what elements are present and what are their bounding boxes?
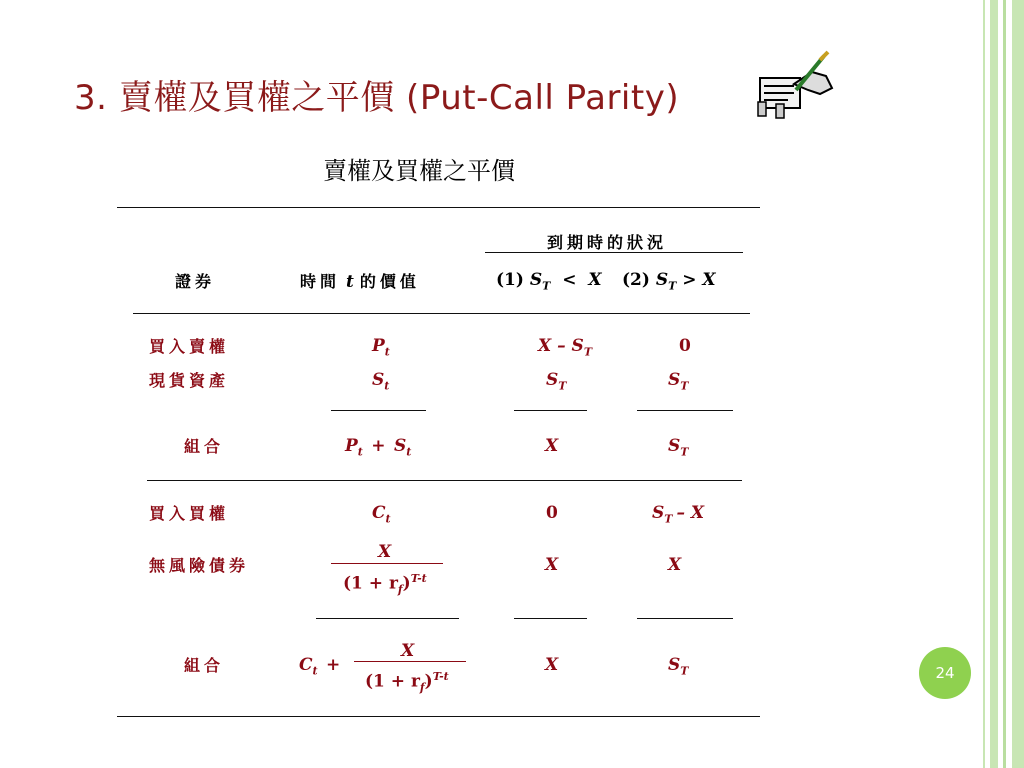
col-case1-header: (1) $S_T < X$: [496, 270, 602, 293]
cell-case1-buy-put: X – $S_T$: [538, 336, 592, 359]
cell-value-buy-put: $P_t$: [372, 336, 390, 359]
cell-case1-riskfree-bond: X: [545, 555, 559, 575]
rule-bottom: [117, 716, 760, 717]
row-label-spot-asset: 現貨資產: [149, 371, 230, 390]
cell-case1-buy-call: 0: [546, 503, 558, 523]
decor-bar: [1012, 0, 1024, 768]
rule-header: [133, 313, 750, 314]
slide-title: 3. 賣權及買權之平價 (Put-Call Parity): [74, 78, 680, 118]
subtotal-rule: [514, 410, 587, 411]
fraction-bar: [331, 563, 443, 564]
cell-value-portfolio-2: $C_t$ +: [299, 655, 341, 678]
fraction-numerator: X: [401, 641, 415, 661]
fraction-numerator: X: [378, 542, 392, 562]
cell-case2-buy-call: $S_T$ – X: [652, 503, 705, 526]
row-label-portfolio-1: 組合: [184, 437, 225, 456]
cell-value-buy-call: $C_t$: [372, 503, 391, 526]
rule-top: [117, 207, 760, 208]
col-case2-header: (2) $S_T > X$: [622, 270, 716, 293]
row-label-portfolio-2: 組合: [184, 656, 225, 675]
col-security-header: 證券: [175, 272, 216, 291]
fraction-denominator: $(1 + r_f)^{T-t}$: [343, 572, 427, 597]
subtotal-rule: [637, 410, 733, 411]
row-label-buy-call: 買入買權: [149, 504, 230, 523]
col-time-value-header: 時間 t 的價值: [300, 272, 420, 292]
cell-case1-portfolio-2: X: [545, 655, 559, 675]
subtotal-rule: [514, 618, 587, 619]
subtotal-rule: [637, 618, 733, 619]
expiry-header: 到期時的狀況: [547, 233, 668, 252]
cell-case2-portfolio-2: $S_T$: [668, 655, 689, 678]
cell-case2-portfolio-1: $S_T$: [668, 436, 689, 459]
subtotal-rule: [316, 618, 459, 619]
rule-mid: [147, 480, 742, 481]
cell-value-portfolio-1: $P_t + S_t$: [345, 436, 412, 459]
decor-bar: [1003, 0, 1006, 768]
subtotal-rule: [331, 410, 426, 411]
cell-case2-riskfree-bond: X: [668, 555, 682, 575]
cell-case2-spot-asset: $S_T$: [668, 370, 689, 393]
table-title: 賣權及買權之平價: [323, 157, 515, 185]
row-label-riskfree-bond: 無風險債券: [149, 556, 250, 575]
row-label-buy-put: 買入賣權: [149, 337, 230, 356]
fraction-denominator: $(1 + r_f)^{T-t}$: [365, 670, 449, 695]
cell-case2-buy-put: 0: [679, 336, 691, 356]
decor-bar: [983, 0, 985, 768]
cell-case1-portfolio-1: X: [545, 436, 559, 456]
cell-case1-spot-asset: $S_T$: [546, 370, 567, 393]
page-number-badge: 24: [919, 647, 971, 699]
decor-bar: [990, 0, 998, 768]
fraction-bar: [354, 661, 466, 662]
cell-value-spot-asset: $S_t$: [372, 370, 390, 393]
hand-writing-letter-icon: [754, 50, 840, 122]
